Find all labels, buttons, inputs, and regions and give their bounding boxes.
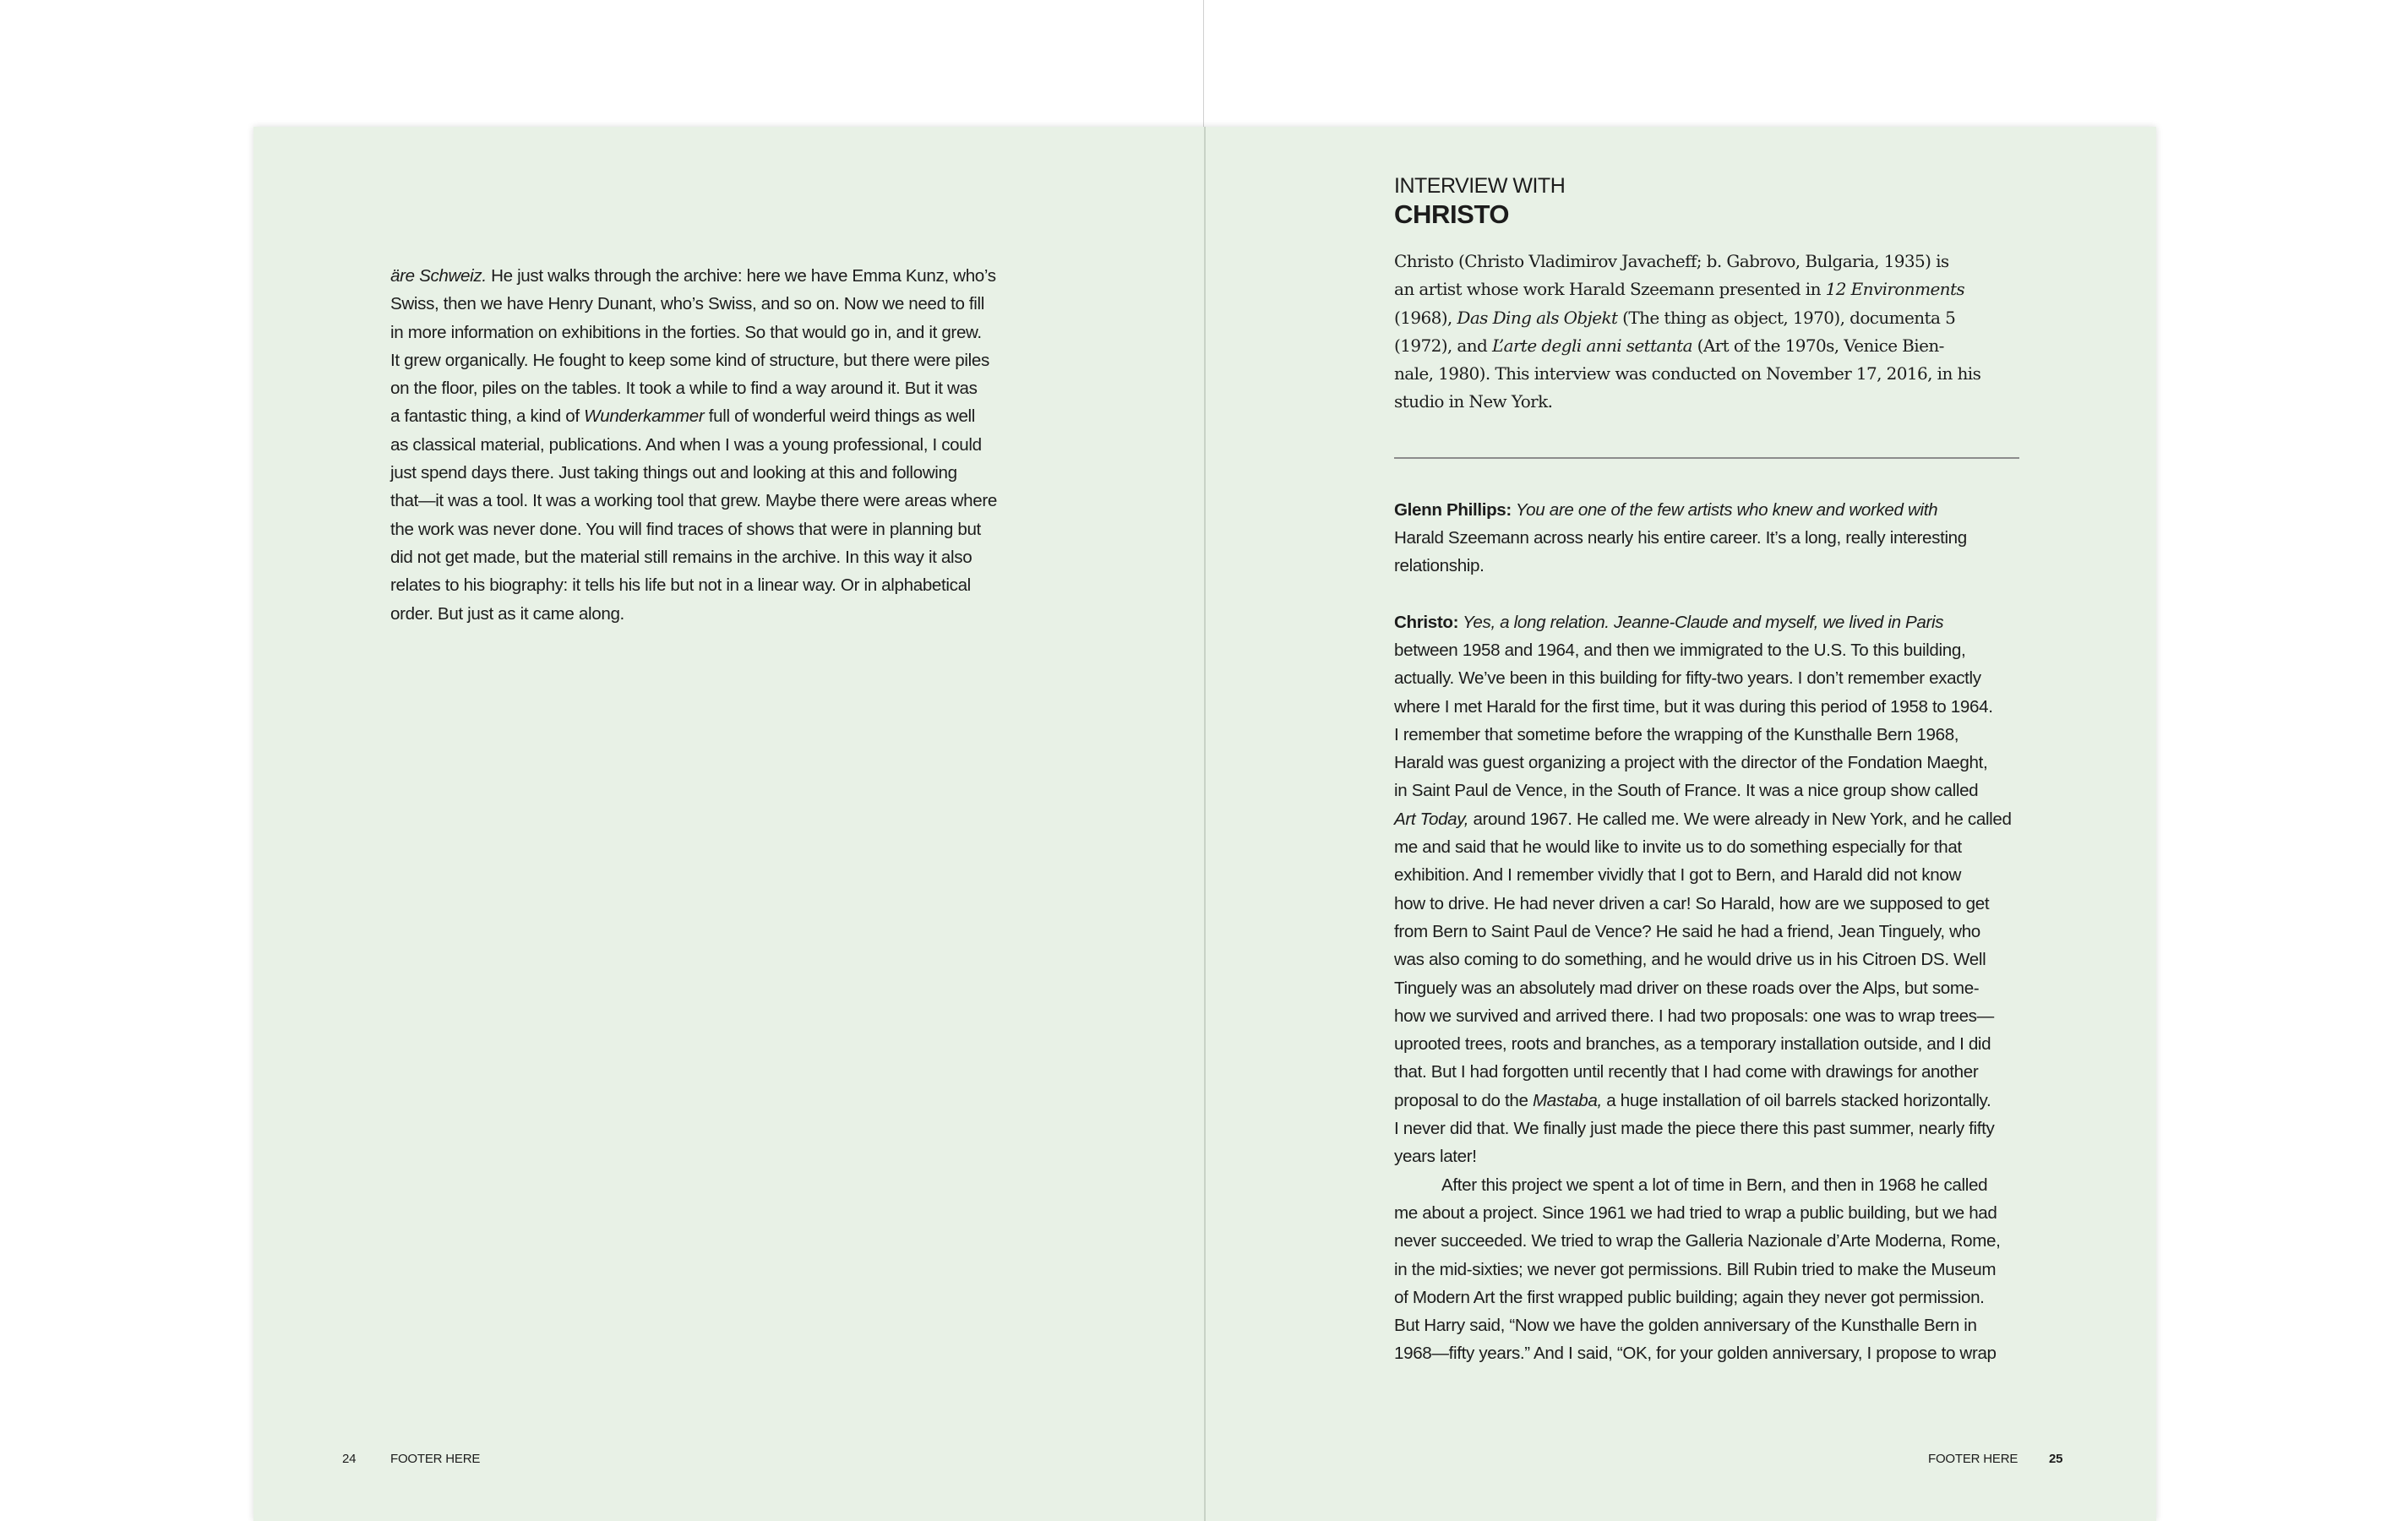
text-line (1394, 388, 2019, 416)
text-segment: in the mid-sixties; we never got permissions. Bill Rubin tried to make the Museum (1394, 1259, 1997, 1279)
text-line (1394, 1058, 2019, 1086)
italic-title: 12 Environments (1825, 279, 1965, 300)
text-segment: (The thing as object, 1970), documenta 5 (1617, 307, 1956, 328)
text-line (1394, 1030, 2019, 1058)
text-segment: around 1967. He called me. We were already in New York, and he called (1468, 809, 2012, 829)
text-segment: Harald Szeemann across nearly his entire career. It’s a long, really interesting (1394, 528, 1967, 548)
text-line (390, 487, 1016, 515)
text-line (1394, 1284, 2019, 1311)
text-line (1394, 524, 2019, 552)
page-footer: FOOTER HERE (1928, 1452, 2018, 1466)
spine-line (1203, 0, 1204, 127)
text-line (1394, 1142, 2019, 1170)
text-line (1394, 974, 2019, 1002)
right-page (1206, 127, 2156, 1521)
body-paragraph (390, 262, 1016, 628)
text-segment: a fantastic thing, a kind of (390, 406, 585, 427)
text-line (390, 543, 1016, 571)
text-line (1394, 749, 2019, 777)
text-line (390, 571, 1016, 599)
text-segment: actually. We’ve been in this building for fifty-two years. I don’t remember exactly (1394, 668, 1981, 689)
text-line (390, 600, 1016, 628)
text-line (1394, 496, 2019, 524)
text-segment: He just walks through the archive: here we have Emma Kunz, who’s (486, 266, 996, 286)
text-segment: how to drive. He had never driven a car! So Harald, how are we supposed to get (1394, 893, 1990, 913)
text-line (1394, 304, 2019, 332)
text-segment: Swiss, then we have Henry Dunant, who’s Swiss, and so on. Now we need to fill (390, 294, 984, 314)
question-paragraph (1394, 496, 2019, 581)
text-segment: (Art of the 1970s, Venice Bien- (1692, 335, 1944, 356)
text-segment: relationship. (1394, 556, 1485, 576)
left-text-column (390, 262, 1016, 628)
interview-body (1394, 496, 2019, 1368)
text-segment: an artist whose work Harald Szeemann presented in (1394, 279, 1826, 300)
text-line (1394, 1339, 2019, 1367)
text-segment: But Harry said, “Now we have the golden anniversary of the Kunsthalle Bern in (1394, 1316, 1977, 1336)
text-segment: just spend days there. Just taking things out and looking at this and following (390, 463, 957, 483)
text-line (1394, 552, 2019, 580)
text-line (1394, 1087, 2019, 1115)
text-line (1394, 777, 2019, 804)
text-segment: me about a project. Since 1961 we had tried to wrap a public building, but we had (1394, 1202, 1997, 1223)
italic-title: äre Schweiz. (390, 266, 487, 286)
italic-title: Wunderkammer (584, 406, 705, 427)
text-line (1394, 248, 2019, 275)
text-segment: the work was never done. You will find traces of shows that were in planning but (390, 519, 981, 539)
text-line (1394, 275, 2019, 303)
italic-title: Yes, a long relation. Jeanne-Claude and myself, we lived in Paris (1458, 612, 1944, 632)
text-line (1394, 890, 2019, 918)
page-number: 25 (2049, 1452, 2063, 1466)
text-segment: on the floor, piles on the tables. It took a while to find a way around it. But it was (390, 379, 978, 399)
text-segment: It grew organically. He fought to keep some kind of structure, but there were piles (390, 350, 989, 370)
text-line (1394, 861, 2019, 889)
text-segment: where I met Harald for the first time, but it was during this period of 1958 to 1964. (1394, 696, 1993, 717)
text-line (1394, 1002, 2019, 1030)
italic-title: Das Ding als Objekt (1457, 307, 1618, 328)
text-segment: studio in New York. (1394, 391, 1553, 412)
text-segment: as classical material, publications. And when I was a young professional, I could (390, 434, 982, 455)
text-segment: how we survived and arrived there. I had two proposals: one was to wrap trees— (1394, 1006, 1994, 1026)
speaker-name: Christo: (1394, 612, 1459, 632)
text-segment: I never did that. We finally just made the piece there this past summer, nearly fifty (1394, 1119, 1995, 1139)
text-segment: Christo (Christo Vladimirov Javacheff; b. Gabrovo, Bulgaria, 1935) is (1394, 251, 1949, 271)
text-line (1394, 664, 2019, 692)
text-segment: in Saint Paul de Vence, in the South of France. It was a nice group show called (1394, 781, 1979, 801)
text-line (1394, 636, 2019, 664)
text-line (1394, 1199, 2019, 1227)
text-segment: order. But just as it came along. (390, 603, 624, 624)
text-line (1394, 946, 2019, 973)
paragraph-gap (1394, 581, 2019, 608)
text-line (1394, 332, 2019, 360)
text-segment: I remember that sometime before the wrapping of the Kunsthalle Bern 1968, (1394, 724, 1959, 744)
text-line (390, 459, 1016, 487)
page-footer: FOOTER HERE (390, 1452, 481, 1466)
italic-title: Mastaba, (1532, 1090, 1602, 1110)
page-number: 24 (342, 1452, 357, 1466)
text-line (390, 319, 1016, 346)
text-line (1394, 360, 2019, 388)
text-line (390, 290, 1016, 318)
text-line (1394, 1171, 2019, 1199)
text-line (1394, 721, 2019, 749)
text-segment: exhibition. And I remember vividly that I got to Bern, and Harald did not know (1394, 865, 1961, 886)
text-line (1394, 1115, 2019, 1142)
text-segment: full of wonderful weird things as well (704, 406, 975, 427)
text-segment: Harald was guest organizing a project with the director of the Fondation Maeght, (1394, 753, 1988, 773)
speaker-name: Glenn Phillips: (1394, 499, 1512, 520)
italic-title: Art Today, (1394, 809, 1469, 829)
text-line (390, 262, 1016, 290)
answer-continuation-paragraph (1394, 1171, 2019, 1368)
text-line (390, 431, 1016, 459)
text-segment: from Bern to Saint Paul de Vence? He said he had a friend, Jean Tinguely, who (1394, 921, 1980, 941)
text-line (1394, 1256, 2019, 1284)
text-segment: nale, 1980). This interview was conducted on November 17, 2016, in his (1394, 363, 1981, 384)
text-segment: never succeeded. We tried to wrap the Galleria Nazionale d’Arte Moderna, Rome, (1394, 1231, 2001, 1251)
text-segment: that—it was a tool. It was a working tool that grew. Maybe there were areas where (390, 491, 997, 511)
book-spread (253, 127, 2156, 1521)
text-line (1394, 693, 2019, 721)
italic-title: You are one of the few artists who knew and worked with (1511, 499, 1938, 520)
text-segment: did not get made, but the material still remains in the archive. In this way it also (390, 547, 972, 567)
text-segment: was also coming to do something, and he would drive us in his Citroen DS. Well (1394, 950, 1986, 970)
text-line (390, 515, 1016, 543)
text-line (1394, 608, 2019, 636)
text-line (1394, 1311, 2019, 1339)
text-segment: After this project we spent a lot of time in Bern, and then in 1968 he called (1441, 1175, 1988, 1195)
text-segment: a huge installation of oil barrels stacked horizontally. (1601, 1090, 1991, 1110)
text-line (1394, 918, 2019, 946)
text-line (390, 402, 1016, 430)
article-title: CHRISTO (1394, 199, 1510, 229)
text-segment: (1968), (1394, 307, 1457, 328)
text-segment: me and said that he would like to invite us to do something especially for that (1394, 837, 1962, 858)
text-line (1394, 1227, 2019, 1255)
text-line (390, 374, 1016, 402)
intro-paragraph (1394, 248, 2019, 417)
text-segment: uprooted trees, roots and branches, as a temporary installation outside, and I did (1394, 1034, 1991, 1055)
text-segment: 1968—fifty years.” And I said, “OK, for your golden anniversary, I propose to wrap (1394, 1344, 1997, 1364)
text-segment: proposal to do the (1394, 1090, 1533, 1110)
left-page (253, 127, 1204, 1521)
text-segment: that. But I had forgotten until recently that I had come with drawings for another (1394, 1062, 1979, 1082)
text-line (390, 346, 1016, 374)
text-segment: between 1958 and 1964, and then we immigrated to the U.S. To this building, (1394, 640, 1966, 660)
text-line (1394, 833, 2019, 861)
text-segment: of Modern Art the first wrapped public building; again they never got permission. (1394, 1287, 1985, 1307)
text-segment: in more information on exhibitions in the forties. So that would go in, and it grew. (390, 322, 982, 342)
text-segment: years later! (1394, 1147, 1477, 1167)
answer-paragraph (1394, 608, 2019, 1171)
text-segment: (1972), and (1394, 335, 1492, 356)
italic-title: L’arte degli anni settanta (1491, 335, 1692, 356)
text-segment: relates to his biography: it tells his life but not in a linear way. Or in alphabetical (390, 575, 971, 596)
text-segment: Tinguely was an absolutely mad driver on these roads over the Alps, but some- (1394, 978, 1980, 998)
text-line (1394, 805, 2019, 833)
article-kicker: INTERVIEW WITH (1394, 174, 1566, 198)
right-text-column (1394, 173, 2019, 1368)
section-divider (1394, 457, 2019, 459)
